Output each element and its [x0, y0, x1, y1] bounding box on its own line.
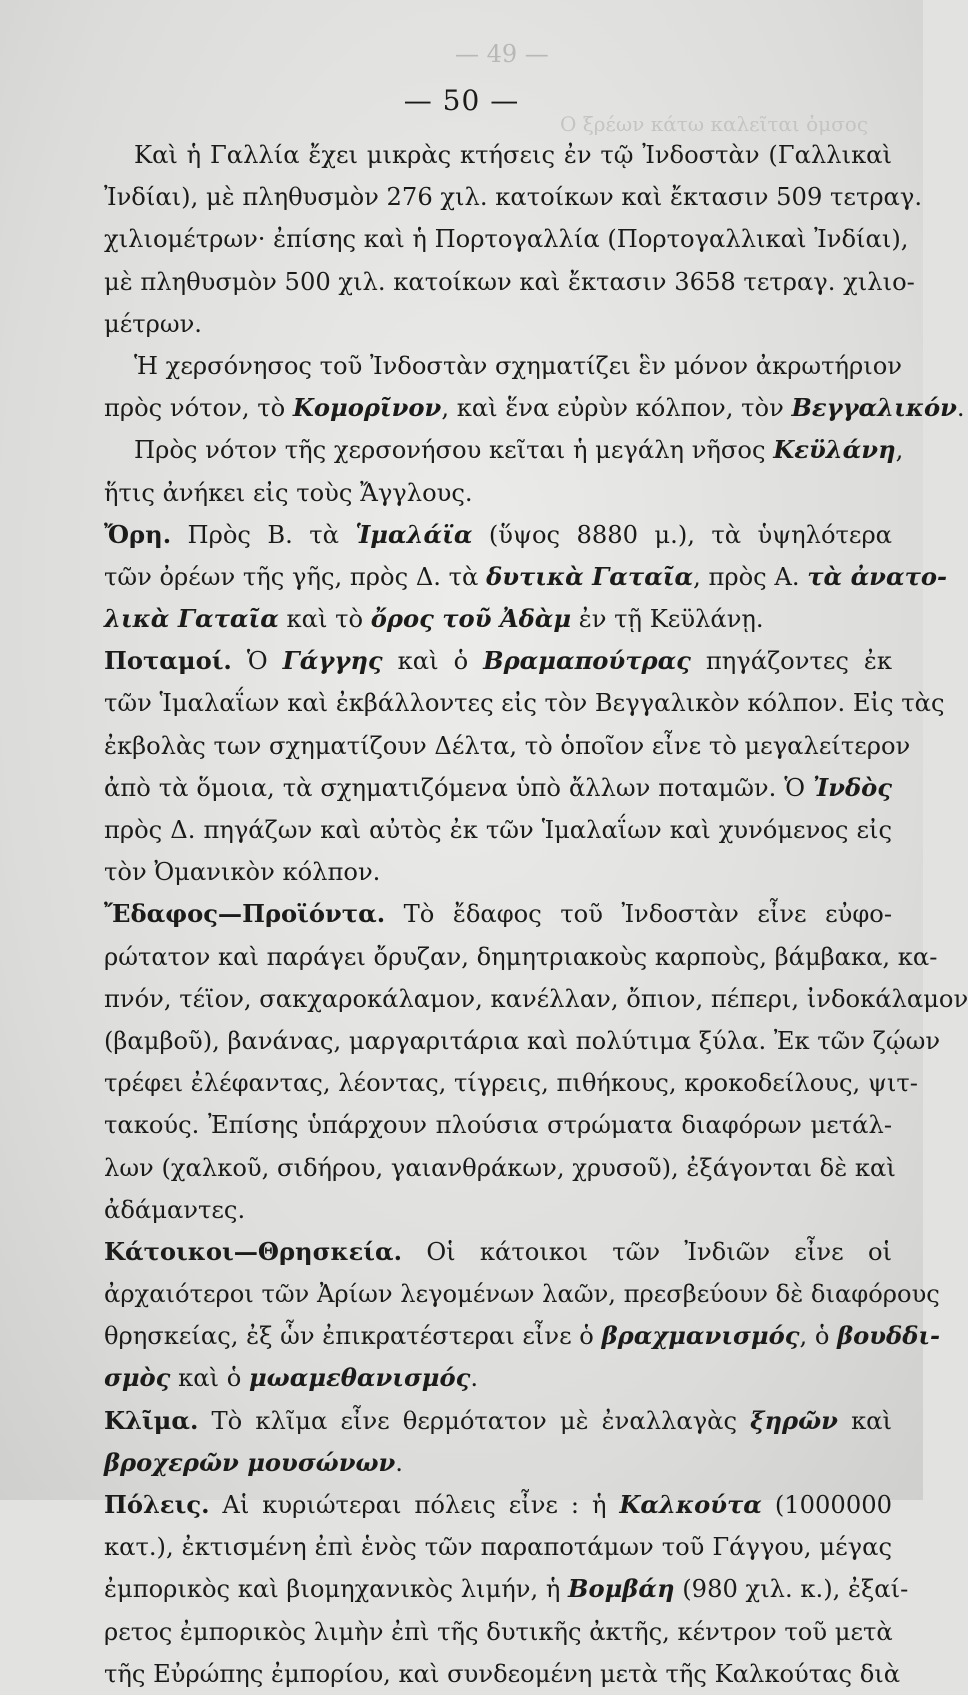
- text-run: τῶν Ἱμαλαΐων καὶ ἐκβάλλοντες εἰς τὸν Βεγγαλικὸν κόλπον. Εἰς τὰς: [104, 689, 945, 718]
- text-line: [104, 893, 892, 935]
- text-run: ἀπὸ τὰ ὅμοια, τὰ σχηματιζόμενα ὑπὸ ἄλλων ποταμῶν. Ὁ: [104, 773, 813, 802]
- text-line: [104, 1315, 941, 1357]
- italic-term: ὄρος τοῦ Ἀδὰμ: [370, 604, 572, 634]
- text-run: τῆς Εὐρώπης ἐμπορίου, καὶ συνδεομένη μετὰ τῆς Καλκούτας διὰ: [104, 1659, 901, 1688]
- text-line: [104, 261, 915, 303]
- text-run: πρὸς Δ. πηγάζων καὶ αὐτὸς ἐκ τῶν Ἱμαλαΐων καὶ χυνόμενος εἰς: [104, 816, 892, 844]
- italic-term: τὰ ἀνατο-: [807, 561, 948, 591]
- text-run: καὶ ὁ: [170, 1364, 249, 1393]
- text-run: Αἱ κυριώτεραι πόλεις εἶνε : ἡ: [209, 1491, 620, 1519]
- text-line: [104, 598, 892, 640]
- text-line: [104, 345, 902, 387]
- italic-term: Ἱμαλάϊα: [355, 519, 473, 549]
- section-heading: Κλῖμα.: [104, 1405, 199, 1435]
- section-heading: Ὄρη.: [104, 519, 172, 549]
- text-run: κατ.), ἐκτισμένη ἐπὶ ἑνὸς τῶν παραποτάμων τοῦ Γάγγου, μέγας: [104, 1533, 892, 1562]
- text-run: καὶ: [837, 1406, 892, 1435]
- text-line: [104, 1020, 941, 1062]
- text-line: [104, 1104, 892, 1146]
- text-line: [104, 1484, 892, 1526]
- text-line: [104, 514, 892, 556]
- italic-term: Γάγγης: [282, 646, 383, 676]
- text-line: [104, 134, 892, 176]
- text-run: πνόν, τέϊον, σακχαροκάλαμον, κανέλλαν, ὄπιον, πέπερι, ἰνδοκάλαμον: [104, 984, 968, 1013]
- text-line: [104, 1357, 892, 1399]
- text-run: Τὸ κλῖμα εἶνε θερμότατον μὲ ἐναλλαγὰς: [198, 1406, 751, 1435]
- text-run: Οἱ κάτοικοι τῶν Ἰνδιῶν εἶνε οἱ: [402, 1237, 892, 1266]
- text-run: τακούς. Ἐπίσης ὑπάρχουν πλούσια στρώματα διαφόρων μετάλ-: [104, 1111, 892, 1140]
- page-number: — 50 —: [403, 84, 520, 117]
- text-run: ἐκβολὰς των σχηματίζουν Δέλτα, τὸ ὁποῖον εἶνε τὸ μεγαλείτερον: [104, 731, 911, 760]
- text-run: καὶ ὁ: [382, 647, 484, 676]
- text-line: [104, 978, 968, 1020]
- bleed-through-page-number: — 49 —: [455, 40, 549, 68]
- text-run: ἀρχαιότεροι τῶν Ἀρίων λεγομένων λαῶν, πρεσβεύουν δὲ διαφόρους: [104, 1280, 940, 1309]
- text-run: χιλιομέτρων· ἐπίσης καὶ ἡ Πορτογαλλία (Πορτογαλλικαὶ Ἰνδίαι),: [104, 225, 909, 254]
- body-text: [104, 134, 968, 1695]
- text-line: [104, 556, 948, 598]
- text-run: Ἰνδίαι), μὲ πληθυσμὸν 276 χιλ. κατοίκων καὶ ἔκτασιν 509 τετραγ.: [104, 183, 923, 212]
- text-run: (1000000: [761, 1491, 892, 1519]
- text-line: [104, 640, 892, 682]
- text-run: Καὶ ἡ Γαλλία ἔχει μικρὰς κτήσεις ἐν τῷ Ἰνδοστὰν (Γαλλικαὶ: [134, 141, 892, 169]
- section-heading: Ἔδαφος—Προϊόντα.: [104, 899, 386, 929]
- italic-term: σμὸς: [104, 1363, 171, 1393]
- text-run: ,: [895, 436, 904, 465]
- italic-term: ξηρῶν: [750, 1405, 838, 1435]
- text-run: .: [470, 1364, 479, 1393]
- text-run: τὸν Ὀμανικὸν κόλπον.: [104, 858, 381, 887]
- text-run: (ὕψος 8880 μ.), τὰ ὑψηλότερα: [472, 520, 893, 549]
- italic-term: βουδδι-: [837, 1321, 941, 1351]
- text-line: [104, 936, 938, 978]
- text-line: [104, 1611, 892, 1653]
- italic-term: Βραμαπούτρας: [483, 646, 691, 676]
- text-run: Πρὸς Β. τὰ: [171, 520, 356, 549]
- text-run: τρέφει ἐλέφαντας, λέοντας, τίγρεις, πιθήκους, κροκοδείλους, ψιτ-: [104, 1069, 918, 1098]
- italic-term: Καλκούτα: [619, 1490, 762, 1519]
- italic-term: βροχερῶν μουσώνων: [104, 1447, 396, 1477]
- text-line: [104, 725, 911, 767]
- text-run: θρησκείας, ἐξ ὧν ἐπικρατέστεραι εἶνε ὁ: [104, 1322, 602, 1351]
- italic-term: δυτικὰ Γαταῖα: [486, 561, 694, 591]
- text-run: .: [395, 1448, 403, 1477]
- text-run: (980 χιλ. κ.), ἐξαί-: [674, 1575, 909, 1604]
- text-run: ἐμπορικὸς καὶ βιομηχανικὸς λιμήν, ἡ: [104, 1575, 569, 1604]
- text-run: τῶν ὀρέων τῆς γῆς, πρὸς Δ. τὰ: [104, 562, 487, 591]
- italic-term: λικὰ Γαταῖα: [104, 604, 279, 634]
- text-line: [104, 303, 892, 345]
- text-line: [104, 1400, 892, 1442]
- text-run: , ὁ: [799, 1322, 838, 1351]
- italic-term: μωαμεθανισμός: [248, 1363, 471, 1393]
- text-run: ρετος ἐμπορικὸς λιμὴν ἐπὶ τῆς δυτικῆς ἀκτῆς, κέντρον τοῦ μετὰ: [104, 1617, 893, 1646]
- text-line: [104, 1568, 909, 1610]
- text-line: [104, 851, 892, 893]
- text-line: [104, 387, 965, 429]
- text-run: ἐν τῇ Κεϋλάνῃ.: [571, 605, 764, 634]
- text-line: [104, 1653, 901, 1695]
- text-line: [104, 1273, 940, 1315]
- text-line: [104, 682, 945, 724]
- text-line: [104, 1442, 892, 1484]
- italic-term: Κεϋλάνη: [773, 435, 896, 465]
- section-heading: Ποταμοί.: [104, 646, 232, 676]
- text-run: λων (χαλκοῦ, σιδήρου, γαιανθράκων, χρυσοῦ), ἐξάγονται δὲ καὶ: [104, 1153, 896, 1182]
- text-run: πηγάζοντες ἐκ: [690, 647, 892, 676]
- italic-term: Βομβάη: [568, 1574, 675, 1604]
- text-run: Τὸ ἔδαφος τοῦ Ἰνδοστὰν εἶνε εὐφο-: [385, 900, 892, 929]
- section-heading: Πόλεις.: [104, 1490, 210, 1519]
- text-run: πρὸς νότον, τὸ: [104, 394, 293, 423]
- text-line: [104, 1231, 892, 1273]
- text-line: [104, 218, 909, 260]
- text-run: Ἡ χερσόνησος τοῦ Ἰνδοστὰν σχηματίζει ἓν μόνον ἀκρωτήριον: [134, 351, 902, 380]
- text-run: Πρὸς νότον τῆς χερσονήσου κεῖται ἡ μεγάλη νῆσος: [134, 436, 774, 465]
- text-line: [104, 767, 892, 809]
- bleed-through-text: Ο ξρέων κάτω καλεῖται ὁμσος: [560, 112, 869, 136]
- text-line: [104, 1189, 892, 1231]
- text-run: μέτρων.: [104, 309, 202, 338]
- italic-term: Βεγγαλικόν: [791, 393, 957, 423]
- italic-term: Κομορῖνον: [292, 393, 442, 423]
- text-line: [104, 809, 892, 851]
- text-line: [104, 176, 923, 218]
- text-run: .: [956, 394, 965, 423]
- text-run: (βαμβοῦ), βανάνας, μαργαριτάρια καὶ πολύτιμα ξύλα. Ἐκ τῶν ζῴων: [104, 1026, 941, 1055]
- italic-term: βραχμανισμός: [601, 1321, 800, 1351]
- text-line: [104, 1062, 918, 1104]
- text-run: , πρὸς Α.: [693, 562, 808, 591]
- text-run: καὶ τὸ: [278, 605, 371, 634]
- text-run: ρώτατον καὶ παράγει ὄρυζαν, δημητριακοὺς καρποὺς, βάμβακα, κα-: [104, 942, 938, 971]
- text-run: ἀδάμαντες.: [104, 1195, 246, 1224]
- text-run: Ὁ: [231, 647, 283, 676]
- text-run: μὲ πληθυσμὸν 500 χιλ. κατοίκων καὶ ἔκτασιν 3658 τετραγ. χιλιο-: [104, 267, 915, 296]
- italic-term: Ἰνδὸς: [813, 772, 892, 802]
- text-run: , καὶ ἕνα εὐρὺν κόλπον, τὸν: [441, 394, 792, 423]
- section-heading: Κάτοικοι—Θρησκεία.: [104, 1236, 403, 1266]
- text-line: [104, 1526, 892, 1568]
- text-line: [104, 1147, 896, 1189]
- text-line: [104, 429, 904, 471]
- text-line: [104, 472, 892, 514]
- text-run: ἥτις ἀνήκει εἰς τοὺς Ἄγγλους.: [104, 478, 473, 507]
